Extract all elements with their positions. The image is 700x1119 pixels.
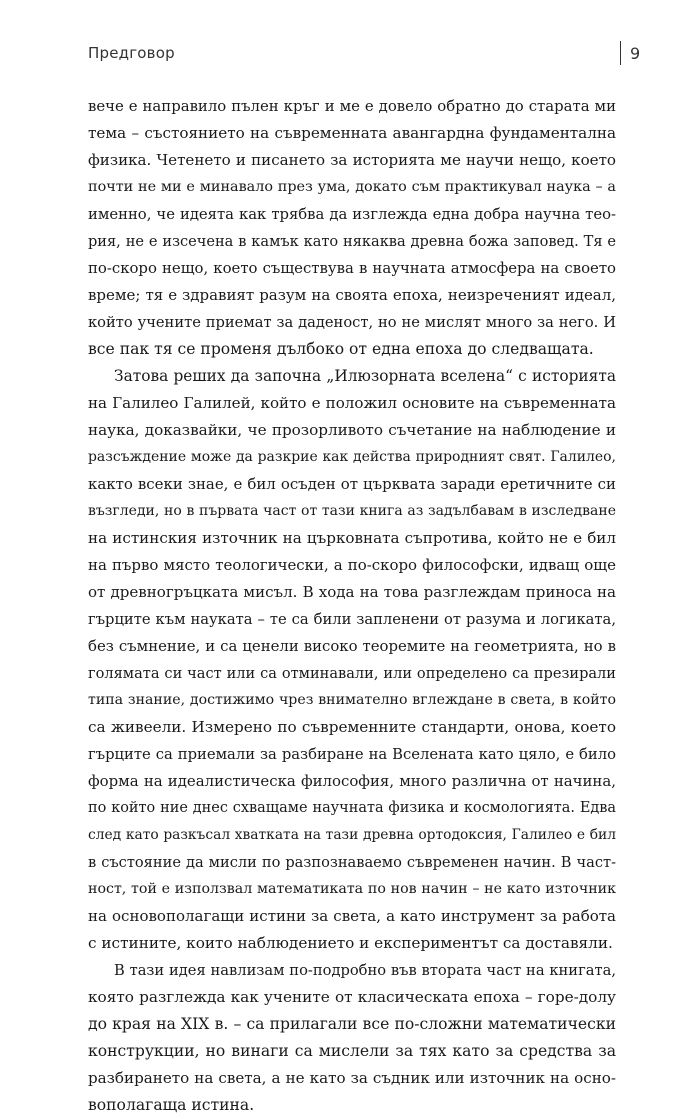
page-folio (620, 40, 640, 66)
text-line: рия, не е изсечена в камък като някаква древна божа заповед. Тя е (88, 233, 616, 250)
folio-divider (620, 41, 621, 65)
text-line: вече е направило пълен кръг и ме е довело обратно до старата ми (88, 97, 616, 115)
text-line: конструкции, но винаги са мислели за тях като за средства за (88, 1042, 616, 1060)
text-line: тема – състоянието на съвременната авангардна фундаментална (88, 124, 616, 142)
text-line: гърците са приемали за разбиране на Вселената като цяло, е било (88, 746, 616, 763)
text-line: на основополагащи истини за света, а като инструмент за работа (88, 907, 616, 925)
text-line: по който ние днес схващаме научната физика и космологията. Едва (88, 800, 616, 816)
text-line: все пак тя се променя дълбоко от една епоха до следващата. (88, 340, 594, 358)
paragraph (88, 957, 616, 1119)
text-line: на истинския източник на църковната съпротива, който не е бил (88, 529, 616, 547)
text-line: с истините, които наблюдението и експериментът са доставяли. (88, 934, 613, 952)
text-line: гърците към науката – те са били запленени от разума и логиката, (88, 611, 616, 628)
text-line: без съмнение, и са ценели високо теоремите на геометрията, но в (88, 637, 616, 655)
text-line: форма на идеалистическа философия, много различна от начина, (88, 772, 616, 790)
body-text (88, 93, 616, 1119)
text-line: наука, доказвайки, че прозорливото съчетание на наблюдение и (88, 421, 616, 439)
text-line: голямата си част или са отминавали, или определено са презирали (88, 665, 616, 682)
text-line: физика. Четенето и писането за историята ме научи нещо, което (88, 151, 616, 169)
text-line: в състояние да мисли по разпознаваемо съвременен начин. В част- (88, 854, 616, 871)
text-line: са живеели. Измерено по съвременните стандарти, онова, което (88, 718, 616, 736)
text-line: която разглежда как учените от класическата епоха – горе-долу (88, 988, 616, 1006)
page-number: 9 (630, 43, 641, 63)
text-line: време; тя е здравият разум на своята епоха, неизреченият идеал, (88, 286, 616, 304)
text-line: типа знание, достижимо чрез внимателно вглеждане в света, в който (88, 692, 616, 708)
text-line: както всеки знае, е бил осъден от църквата заради еретичните си (88, 475, 616, 493)
text-line: възгледи, но в първата част от тази книга аз задълбавам в изследване (88, 503, 616, 519)
running-head-title: Предговор (88, 44, 175, 62)
text-line: разсъждение може да разкрие как действа природният свят. Галилео, (88, 449, 616, 465)
text-line: В тази идея навлизам по-подробно във втората част на книгата, (114, 962, 616, 979)
text-line: именно, че идеята как трябва да изглежда една добра научна тео- (88, 206, 616, 223)
text-line: по-скоро нещо, което съществува в научната атмосфера на своето (88, 259, 616, 277)
paragraph (88, 93, 616, 363)
paragraph (88, 363, 616, 957)
text-line: след като разкъсал хватката на тази древна ортодоксия, Галилео е бил (88, 827, 616, 843)
text-line: ност, той е използвал математиката по нов начин – не като източник (88, 881, 616, 897)
text-line: който учените приемат за даденост, но не мислят много за него. И (88, 314, 616, 331)
text-line: до края на XIX в. – са прилагали все по-сложни математически (88, 1015, 616, 1033)
text-line: от древногръцката мисъл. В хода на това разглеждам приноса на (88, 583, 616, 601)
text-line: на Галилео Галилей, който е положил основите на съвременната (88, 394, 616, 412)
text-line: вополагаща истина. (88, 1096, 255, 1114)
text-line: разбирането на света, а не като за съдник или източник на осно- (88, 1069, 616, 1087)
text-line: Затова реших да започна „Илюзорната вселена“ с историята (114, 367, 616, 385)
text-line: почти не ми е минавало през ума, докато съм практикувал наука – а (88, 179, 616, 195)
text-line: на първо място теологически, а по-скоро философски, идващ още (88, 556, 616, 574)
